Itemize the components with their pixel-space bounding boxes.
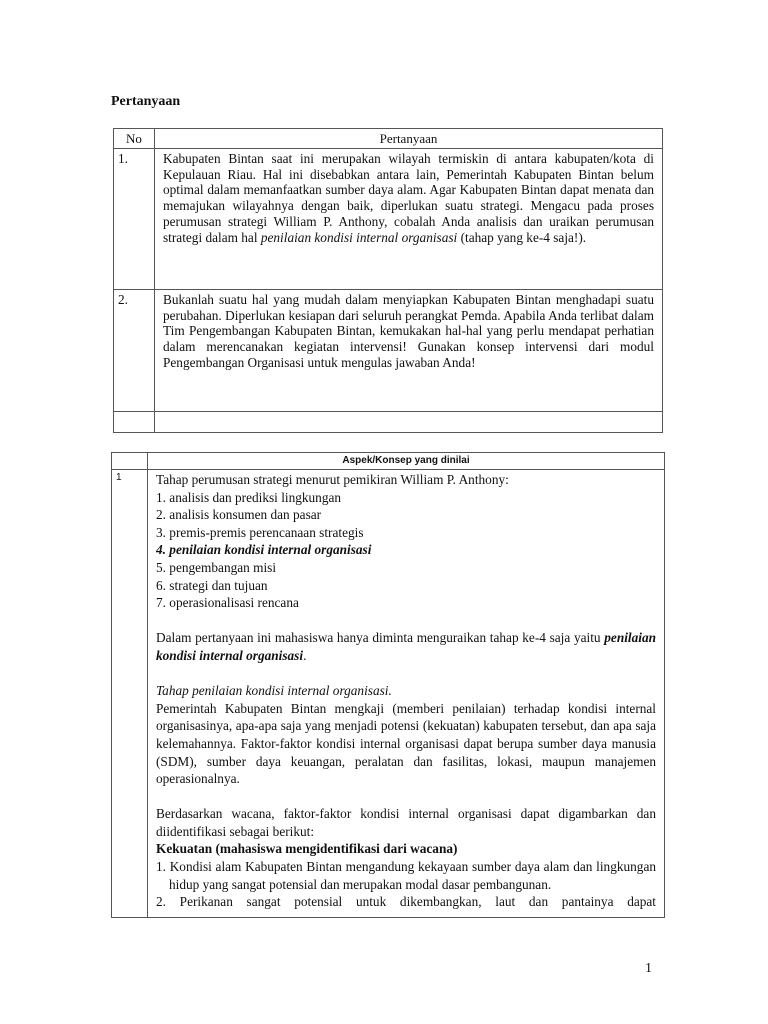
header-no: No (114, 129, 155, 149)
step-item: 3. premis-premis perencanaan strategis (156, 524, 364, 540)
question-text-tail: (tahap yang ke-4 saja!). (457, 229, 587, 245)
table-row (114, 290, 663, 412)
strength-heading: Kekuatan (mahasiswa mengidentifikasi dari wacana) (156, 841, 458, 857)
empty-cell (155, 412, 663, 433)
spacer (156, 665, 656, 683)
question-text (155, 149, 663, 290)
question-number: 1. (114, 149, 155, 290)
list-item: 2. Perikanan sangat potensial untuk dikembangkan, laut dan pantainya dapat (156, 894, 656, 910)
assessment-table (111, 452, 665, 918)
table-header-row (114, 129, 663, 149)
paragraph-task (156, 629, 656, 664)
spacer (156, 788, 656, 806)
header-question: Pertanyaan (155, 129, 663, 149)
table-row (112, 470, 665, 918)
paragraph-assessment: Pemerintah Kabupaten Bintan mengkaji (memberi penilaian) terhadap kondisi internal organisasinya, apa-apa saja yang menjadi potensi (kekuatan) kabupaten tersebut, dan apa saja kelemahannya. Faktor-faktor kondisi internal organisasi dapat berupa sumber daya manusia (SDM), sumber daya keuangan, peralatan dan fasilitas, lokasi, maupun manajemen operasionalnya. (156, 700, 656, 787)
empty-cell (114, 412, 155, 433)
subheading: Tahap penilaian kondisi internal organisasi. (156, 683, 392, 699)
table-row (114, 149, 663, 290)
header-aspect: Aspek/Konsep yang dinilai (148, 453, 665, 470)
step-item: 6. strategi dan tujuan (156, 577, 268, 593)
spacer (156, 612, 656, 630)
row-number: 1 (112, 470, 148, 918)
question-text: Bukanlah suatu hal yang mudah dalam menyiapkan Kabupaten Bintan menghadapi suatu perubahan. Diperlukan kesiapan dari seluruh perangkat Pemda. Apabila Anda terlibat dalam Tim Pengembangan Kabupaten Bintan, kemukakan hal-hal yang perlu mendapat perhatian dalam merencanakan kegiatan intervensi! Gunakan konsep intervensi dari modul Pengembangan Organisasi untuk mengulas jawaban Anda! (155, 290, 663, 412)
assessment-content (148, 470, 665, 918)
paragraph-task-emphasis: penilaian kondisi internal organisasi (156, 630, 656, 663)
step-item: 7. operasionalisasi rencana (156, 595, 299, 611)
questions-table (113, 128, 663, 433)
step-item: 1. analisis dan prediksi lingkungan (156, 489, 342, 505)
step-item-highlighted: 4. penilaian kondisi internal organisasi (156, 542, 372, 558)
question-number: 2. (114, 290, 155, 412)
page-number: 1 (645, 961, 652, 976)
empty-row (114, 412, 663, 433)
step-item: 2. analisis konsumen dan pasar (156, 507, 322, 523)
strength-list (156, 858, 656, 911)
table-header-row (112, 453, 665, 470)
intro-text: Tahap perumusan strategi menurut pemikiran William P. Anthony: (156, 472, 509, 487)
list-item: 1. Kondisi alam Kabupaten Bintan mengandung kekayaan sumber daya alam dan lingkungan hidup yang sangat potensial dan merupakan modal dasar pembangunan. (156, 859, 656, 892)
section-title: Pertanyaan (111, 94, 181, 109)
step-item: 5. pengembangan misi (156, 559, 277, 575)
header-blank (112, 453, 148, 470)
paragraph-task-end: . (303, 647, 307, 663)
paragraph-task-main: Dalam pertanyaan ini mahasiswa hanya diminta menguraikan tahap ke-4 saja yaitu (156, 630, 605, 646)
paragraph-factors: Berdasarkan wacana, faktor-faktor kondisi internal organisasi dapat digambarkan dan diidentifikasi sebagai berikut: (156, 806, 656, 839)
question-text-emphasis: penilaian kondisi internal organisasi (260, 229, 458, 245)
question-text-main: Kabupaten Bintan saat ini merupakan wilayah termiskin di antara kabupaten/kota di Kepulauan Riau. Hal ini disebabkan antara lain, Pemerintah Kabupaten Bintan belum optimal dalam memanfaatkan sumber daya alam. Agar Kabupaten Bintan dapat menata dan memajukan wilayahnya dengan baik, diperlukan suatu strategi. Mengacu pada proses perumusan strategi William P. Anthony, cobalah Anda analisis dan uraikan perumusan strategi dalam hal (163, 151, 654, 245)
